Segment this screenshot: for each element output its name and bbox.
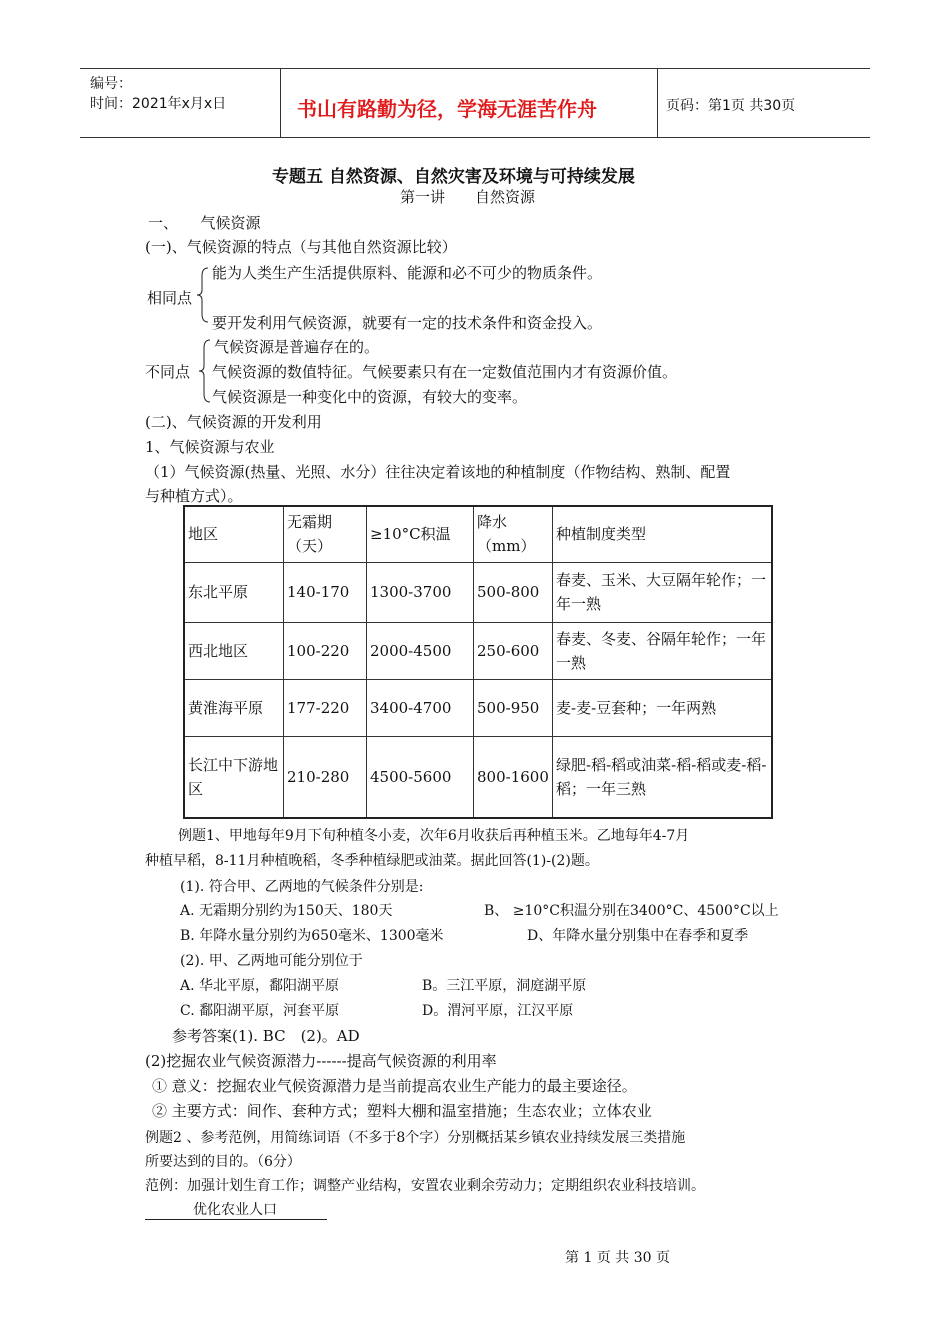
header-meta-cell [80, 69, 281, 137]
item-heading-1: 1、气候资源与农业 [145, 438, 275, 456]
table-cell: 100-220 [284, 622, 367, 679]
diff-point-1: 气候资源是普遍存在的。 [214, 338, 380, 356]
question-1: (1). 符合甲、乙两地的气候条件分别是: [180, 879, 424, 895]
question-2-option-a: A. 华北平原，鄱阳湖平原 [180, 978, 340, 994]
same-point-2: 要开发利用气候资源，就要有一定的技术条件和资金投入。 [212, 314, 603, 332]
table-cell: 绿肥-稻-稻或油菜-稻-稻或麦-稻-稻；一年三熟 [553, 736, 773, 818]
table-cell: 140-170 [284, 562, 367, 622]
question-1-option-d: D、年降水量分别集中在春季和夏季 [527, 928, 749, 944]
table-cell: 东北平原 [184, 562, 284, 622]
example-2-line-1: 例题2 、参考范例，用简练词语（不多于8个字）分别概括某乡镇农业持续发展三类措施 [145, 1130, 686, 1146]
question-2: (2). 甲、乙两地可能分别位于 [180, 953, 363, 969]
diff-point-3: 气候资源是一种变化中的资源，有较大的变率。 [212, 388, 528, 406]
table-cell: 3400-4700 [367, 679, 474, 736]
question-2-option-c: C. 鄱阳湖平原，河套平原 [180, 1003, 340, 1019]
table-cell: 麦-麦-豆套种；一年两熟 [553, 679, 773, 736]
table-header-cell: 无霜期（天） [284, 506, 367, 562]
number-label: 编号： [90, 76, 132, 92]
same-point-1: 能为人类生产生活提供原料、能源和必不可少的物质条件。 [212, 264, 603, 282]
planting-system-table [183, 505, 773, 819]
example-2-line-3: 范例：加强计划生育工作；调整产业结构，安置农业剩余劳动力；定期组织农业科技培训。 [145, 1178, 705, 1194]
same-label: 相同点 [147, 289, 193, 307]
question-1-option-c: B. 年降水量分别约为650毫米、1300毫米 [180, 928, 444, 944]
diff-brace-icon [198, 338, 212, 404]
table-cell: 177-220 [284, 679, 367, 736]
table-cell: 春麦、冬麦、谷隔年轮作；一年一熟 [553, 622, 773, 679]
point-2: ② 主要方式：间作、套种方式；塑料大棚和温室措施；生态农业；立体农业 [152, 1102, 652, 1120]
subsection-heading-1: (一)、气候资源的特点（与其他自然资源比较） [145, 238, 457, 256]
table-header-cell: 地区 [184, 506, 284, 562]
example-1-line-1: 例题1、甲地每年9月下旬种植冬小麦，次年6月收获后再种植玉米。乙地每年4-7月 [178, 828, 690, 844]
paragraph-2: (2)挖掘农业气候资源潜力------提高气候资源的利用率 [145, 1052, 497, 1070]
doc-title: 专题五 自然资源、自然灾害及环境与可持续发展 [272, 167, 635, 187]
answer-key: 参考答案(1). BC (2)。AD [172, 1027, 360, 1045]
question-2-option-b: B。三江平原，洞庭湖平原 [422, 978, 587, 994]
table-row [184, 736, 772, 818]
table-cell: 长江中下游地区 [184, 736, 284, 818]
table-cell: 4500-5600 [367, 736, 474, 818]
question-2-option-d: D。渭河平原，江汉平原 [422, 1003, 574, 1019]
table-cell: 210-280 [284, 736, 367, 818]
subsection-heading-2: (二)、气候资源的开发利用 [145, 413, 322, 431]
table-header-cell: ≥10°C积温 [367, 506, 474, 562]
table-header-row [184, 506, 772, 562]
header-page-cell [658, 69, 870, 137]
table-cell: 1300-3700 [367, 562, 474, 622]
lecture-title: 第一讲 自然资源 [400, 188, 536, 206]
table-row [184, 679, 772, 736]
table-header-cell: 降水（mm） [474, 506, 553, 562]
table-cell: 500-950 [474, 679, 553, 736]
example-2-line-2: 所要达到的目的。（6分） [145, 1154, 301, 1170]
time-label: 时间：2021年x月x日 [90, 96, 227, 112]
diff-point-2: 气候资源的数值特征。气候要素只有在一定数值范围内才有资源价值。 [212, 363, 678, 381]
table-cell: 800-1600 [474, 736, 553, 818]
question-1-option-a: A. 无霜期分别约为150天、180天 [180, 903, 393, 919]
answer-blank: 优化农业人口 [145, 1199, 327, 1220]
table-cell: 西北地区 [184, 622, 284, 679]
motto: 书山有路勤为径，学海无涯苦作舟 [297, 97, 597, 121]
table-row [184, 622, 772, 679]
table-cell: 春麦、玉米、大豆隔年轮作；一年一熟 [553, 562, 773, 622]
table-header-cell: 种植制度类型 [553, 506, 773, 562]
same-brace-icon [196, 266, 210, 324]
table-cell: 2000-4500 [367, 622, 474, 679]
header-motto-cell [281, 69, 658, 137]
diff-label: 不同点 [145, 363, 191, 381]
question-1-option-b: B、 ≥10°C积温分别在3400°C、4500°C以上 [484, 903, 779, 919]
page-footer: 第 1 页 共 30 页 [565, 1250, 670, 1266]
point-1: ① 意义：挖掘农业气候资源潜力是当前提高农业生产能力的最主要途径。 [152, 1077, 637, 1095]
table-cell: 250-600 [474, 622, 553, 679]
example-1-line-2: 种植早稻，8-11月种植晚稻，冬季种植绿肥或油菜。据此回答(1)-(2)题。 [145, 853, 599, 869]
paragraph-1-line-2: 与种植方式）。 [145, 487, 243, 505]
paragraph-1-line-1: （1）气候资源(热量、光照、水分）往往决定着该地的种植制度（作物结构、熟制、配置 [145, 463, 731, 481]
table-cell: 500-800 [474, 562, 553, 622]
table-row [184, 562, 772, 622]
page-label: 页码：第1页 共30页 [666, 98, 796, 114]
section-heading-1: 一、 气候资源 [148, 214, 261, 232]
header-box [80, 68, 870, 138]
table-cell: 黄淮海平原 [184, 679, 284, 736]
